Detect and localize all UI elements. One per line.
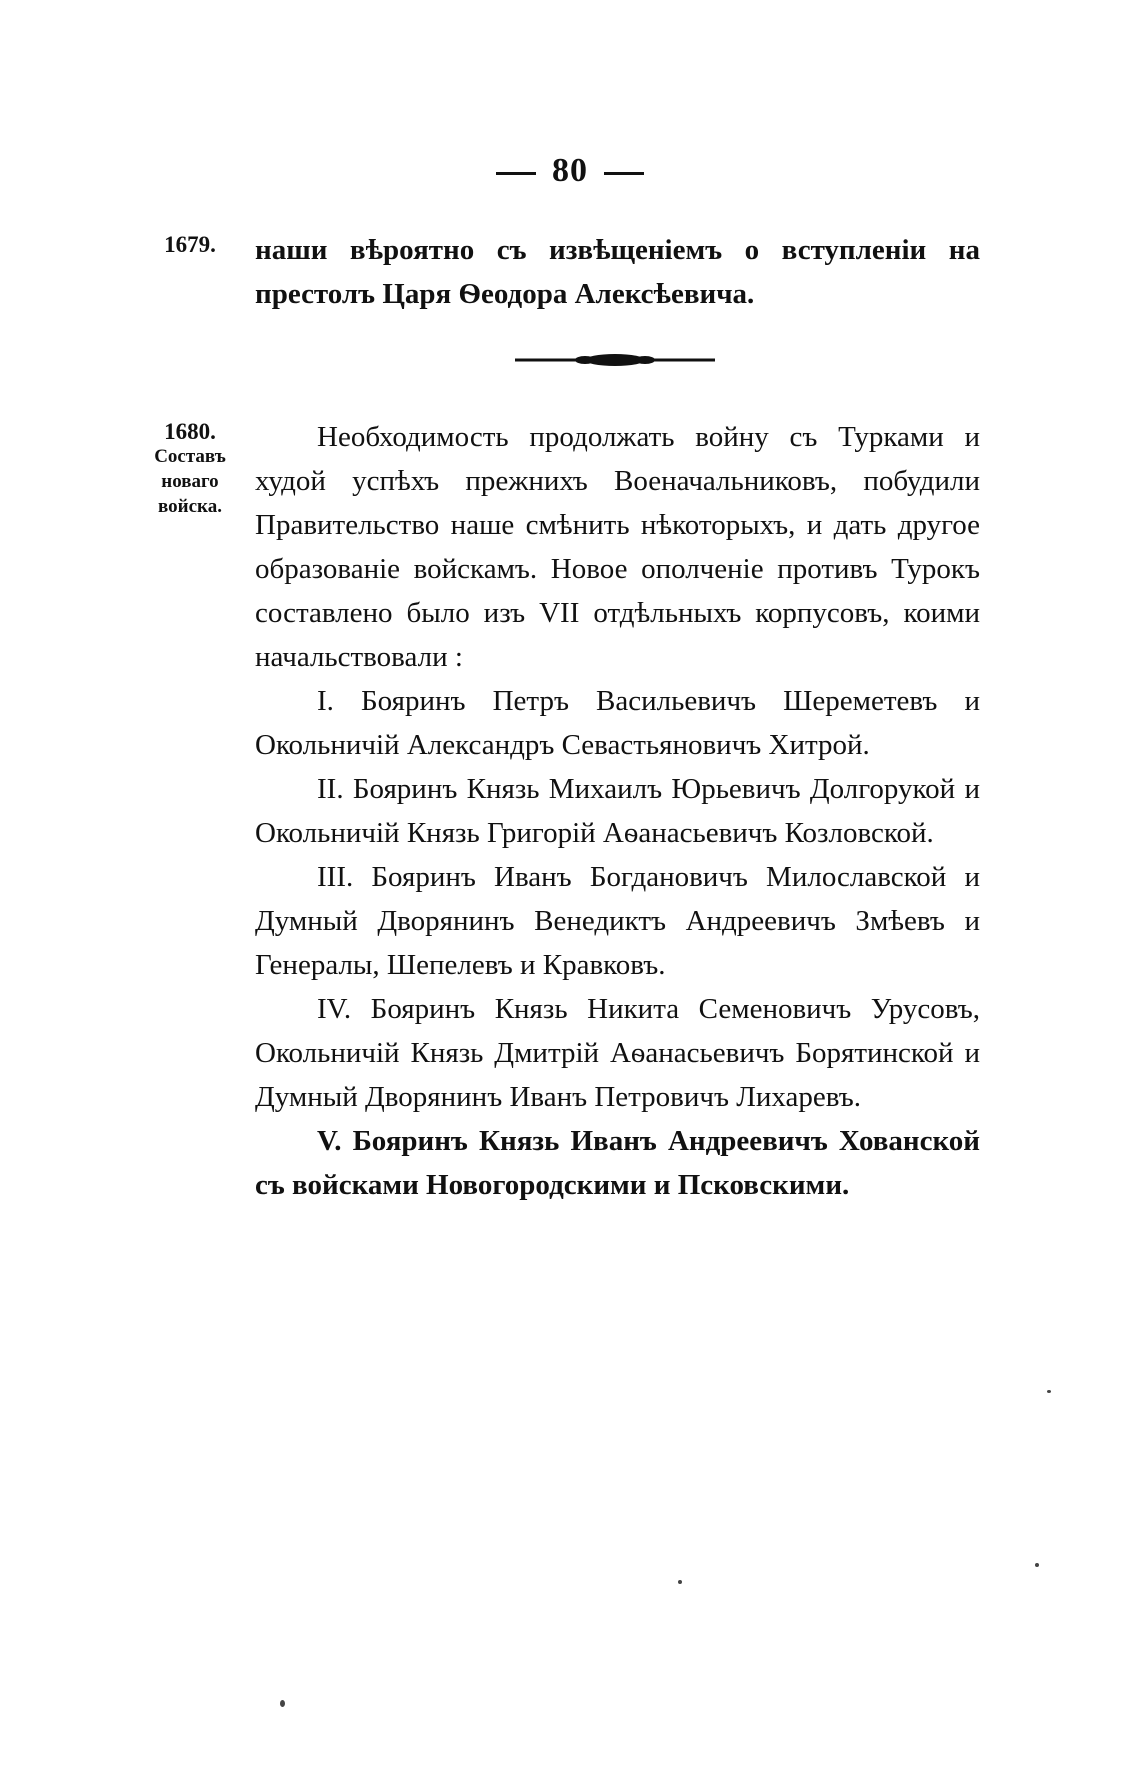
scan-speck (1035, 1563, 1039, 1567)
year-label: 1680. (164, 419, 216, 444)
corps-paragraph: II. Бояринъ Князь Михаилъ Юрьевичъ Долгорукой и Окольничій Князь Григорій Аѳанасьевичъ Козловской. (255, 773, 980, 849)
scan-speck (678, 1580, 682, 1584)
corps-paragraph: III. Бояринъ Иванъ Богдановичъ Милославской и Думный Дворянинъ Венедиктъ Андреевичъ Змѣевъ и Генералы, Шепелевъ и Кравковъ. (255, 861, 980, 981)
page-number (0, 152, 1140, 190)
paragraph: наши вѣроятно съ извѣщеніемъ о вступленіи на престолъ Царя Ѳеодора Алексѣевича. (255, 234, 980, 310)
ornament-divider (515, 352, 715, 368)
scan-speck (1047, 1390, 1051, 1393)
section-1679-text (255, 228, 980, 316)
margin-note-line: новаго (161, 471, 219, 492)
dash-left (496, 172, 536, 175)
intro-paragraph: Необходимость продолжать войну съ Турками и худой успѣхъ прежнихъ Военачальниковъ, побудили Правительство наше смѣнить нѣкоторыхъ, и дать другое образованіе войскамъ. Новое ополченіе противъ Турокъ составлено было изъ VII отдѣльныхъ корпусовъ, коими начальствовали : (255, 421, 980, 673)
corps-paragraph: IV. Бояринъ Князь Никита Семеновичъ Урусовъ, Окольничій Князь Дмитрій Аѳанасьевичъ Борятинской и Думный Дворянинъ Иванъ Петровичъ Лихаревъ. (255, 993, 980, 1113)
margin-year-1679 (140, 232, 240, 259)
corps-paragraph: V. Бояринъ Князь Иванъ Андреевичъ Хованской съ войсками Новогородскими и Псковскими. (255, 1125, 980, 1201)
dash-right (604, 172, 644, 175)
margin-notes-1680 (140, 419, 240, 519)
scan-speck (280, 1700, 285, 1707)
year-label: 1679. (164, 232, 216, 257)
section-1680-text (255, 415, 980, 1207)
margin-note-line: войска. (158, 496, 222, 517)
margin-note-line: Составъ (154, 446, 226, 467)
corps-paragraph: I. Бояринъ Петръ Васильевичъ Шереметевъ и Окольничій Александръ Севастьяновичъ Хитрой. (255, 685, 980, 761)
page-number-value: 80 (552, 152, 588, 189)
